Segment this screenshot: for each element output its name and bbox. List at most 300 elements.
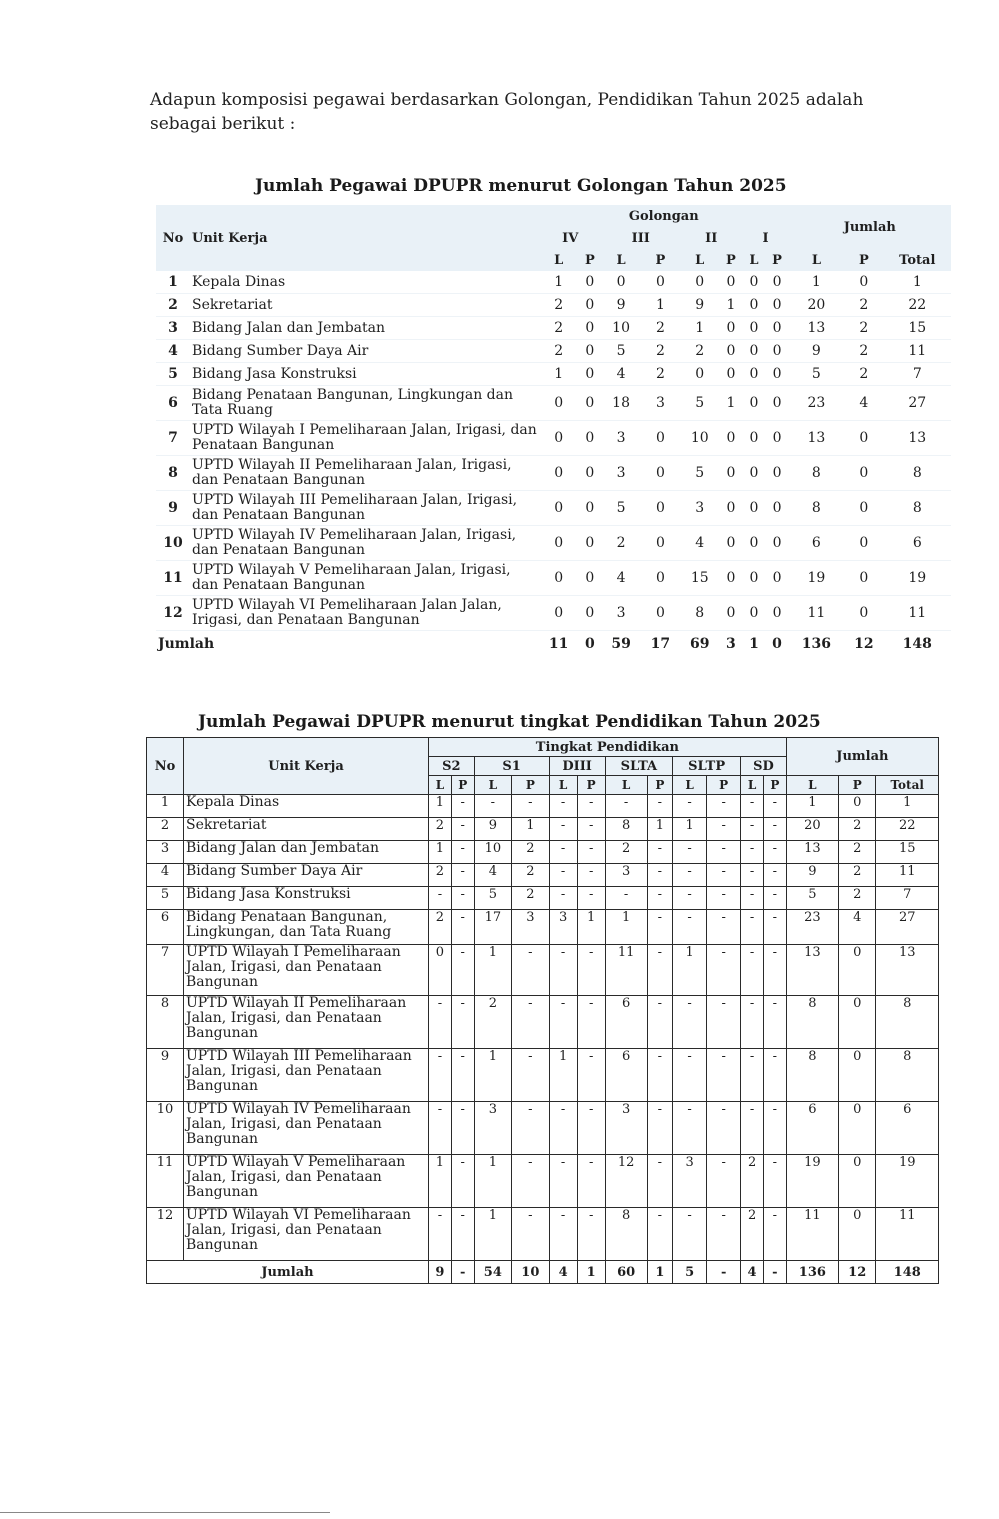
- col-l: L: [673, 776, 707, 795]
- row-value: 15: [884, 317, 951, 340]
- total-value: 3: [726, 636, 736, 652]
- table-row: [156, 340, 951, 363]
- row-value: 3: [605, 864, 647, 887]
- row-value: 15: [876, 841, 939, 864]
- col-golongan: Golongan: [539, 205, 789, 227]
- row-value: 23: [789, 386, 845, 421]
- row-value: 2: [512, 841, 550, 864]
- row-value: -: [647, 887, 673, 910]
- col-l: L: [429, 776, 452, 795]
- row-unit-kerja: Bidang Jasa Konstruksi: [190, 363, 539, 386]
- row-value: 5: [789, 363, 845, 386]
- row-value: 0: [578, 294, 601, 317]
- col-group-i: I: [742, 227, 788, 249]
- row-value: 11: [876, 864, 939, 887]
- row-value: 0: [719, 271, 742, 294]
- col-group-iv: IV: [539, 227, 601, 249]
- row-value: 20: [786, 818, 838, 841]
- row-value: 4: [474, 864, 512, 887]
- row-value: 0: [578, 271, 601, 294]
- row-value: 20: [789, 294, 845, 317]
- total-value: 17: [650, 636, 671, 652]
- row-value: 0: [539, 561, 578, 596]
- row-value: -: [549, 818, 577, 841]
- row-value: 1: [549, 1049, 577, 1102]
- row-unit-kerja: UPTD Wilayah II Pemeliharaan Jalan, Irigasi, dan Penataan Bangunan: [184, 996, 429, 1049]
- row-value: -: [763, 795, 786, 818]
- row-value: 10: [680, 421, 719, 456]
- row-value: 0: [578, 340, 601, 363]
- row-value: -: [741, 818, 764, 841]
- row-value: 22: [876, 818, 939, 841]
- row-value: 0: [844, 526, 883, 561]
- row-no: 8: [156, 456, 190, 491]
- col-l: L: [680, 249, 719, 271]
- row-value: 0: [765, 456, 788, 491]
- row-value: -: [451, 1208, 474, 1261]
- row-value: -: [577, 1155, 605, 1208]
- row-value: 19: [786, 1155, 838, 1208]
- row-value: 19: [789, 561, 845, 596]
- row-no: 2: [147, 818, 184, 841]
- row-value: 8: [789, 456, 845, 491]
- row-unit-kerja: Sekretariat: [184, 818, 429, 841]
- row-value: 8: [876, 1049, 939, 1102]
- row-value: -: [647, 1155, 673, 1208]
- col-group-ii: II: [680, 227, 742, 249]
- row-value: -: [451, 841, 474, 864]
- row-value: -: [647, 1102, 673, 1155]
- row-value: 2: [512, 864, 550, 887]
- row-value: 5: [680, 456, 719, 491]
- row-value: 2: [605, 841, 647, 864]
- col-l: L: [742, 249, 765, 271]
- row-value: 0: [838, 1155, 876, 1208]
- row-value: -: [549, 945, 577, 996]
- row-value: 1: [539, 363, 578, 386]
- row-value: 1: [673, 818, 707, 841]
- row-value: 0: [838, 1208, 876, 1261]
- row-value: -: [451, 1155, 474, 1208]
- row-value: 6: [605, 996, 647, 1049]
- col-p: P: [512, 776, 550, 795]
- row-value: 3: [673, 1155, 707, 1208]
- col-tingkat-pendidikan: Tingkat Pendidikan: [429, 738, 787, 757]
- row-value: -: [741, 864, 764, 887]
- row-value: 1: [719, 386, 742, 421]
- row-value: 8: [605, 818, 647, 841]
- row-value: 2: [844, 317, 883, 340]
- row-value: 11: [605, 945, 647, 996]
- table-row: [156, 317, 951, 340]
- row-value: 11: [786, 1208, 838, 1261]
- row-value: 0: [742, 456, 765, 491]
- row-value: 15: [680, 561, 719, 596]
- total-value: 60: [605, 1261, 647, 1284]
- row-unit-kerja: UPTD Wilayah I Pemeliharaan Jalan, Irigasi, dan Penataan Bangunan: [190, 421, 539, 456]
- col-l: L: [789, 249, 845, 271]
- col-total: Total: [884, 249, 951, 271]
- table-row: [147, 1049, 939, 1102]
- total-value: 4: [741, 1261, 764, 1284]
- row-value: 2: [429, 910, 452, 945]
- row-value: 7: [884, 363, 951, 386]
- row-value: 1: [474, 1155, 512, 1208]
- row-value: 9: [786, 864, 838, 887]
- row-value: 0: [844, 456, 883, 491]
- row-value: 1: [673, 945, 707, 996]
- row-value: -: [451, 887, 474, 910]
- row-value: 0: [838, 1049, 876, 1102]
- row-value: 11: [884, 596, 951, 631]
- row-value: 0: [765, 561, 788, 596]
- row-value: -: [605, 795, 647, 818]
- row-value: -: [512, 1155, 550, 1208]
- row-value: 0: [765, 271, 788, 294]
- col-group-s1: S1: [474, 757, 549, 776]
- row-value: 0: [578, 561, 601, 596]
- row-unit-kerja: UPTD Wilayah I Pemeliharaan Jalan, Irigasi, dan Penataan Bangunan: [184, 945, 429, 996]
- row-value: -: [451, 910, 474, 945]
- table-row: [156, 596, 951, 631]
- row-value: 5: [474, 887, 512, 910]
- row-value: 0: [641, 421, 680, 456]
- row-value: 4: [601, 561, 640, 596]
- row-value: 0: [719, 561, 742, 596]
- row-value: -: [512, 945, 550, 996]
- row-value: -: [577, 841, 605, 864]
- total-value: 0: [584, 636, 595, 652]
- row-value: -: [707, 910, 741, 945]
- row-value: 1: [512, 818, 550, 841]
- row-no: 8: [147, 996, 184, 1049]
- row-value: 0: [641, 596, 680, 631]
- row-value: 0: [539, 596, 578, 631]
- row-value: -: [451, 1049, 474, 1102]
- row-value: 3: [549, 910, 577, 945]
- row-value: 2: [474, 996, 512, 1049]
- row-value: -: [763, 864, 786, 887]
- row-value: 2: [741, 1155, 764, 1208]
- row-unit-kerja: UPTD Wilayah IV Pemeliharaan Jalan, Irigasi, dan Penataan Bangunan: [184, 1102, 429, 1155]
- total-value: 1: [749, 636, 759, 652]
- row-value: 0: [742, 561, 765, 596]
- row-value: 10: [601, 317, 640, 340]
- col-group-diii: DIII: [549, 757, 605, 776]
- table-row: [156, 271, 951, 294]
- row-value: 13: [876, 945, 939, 996]
- table2-title: Jumlah Pegawai DPUPR menurut tingkat Pendidikan Tahun 2025: [198, 712, 821, 732]
- row-value: 3: [641, 386, 680, 421]
- row-value: 9: [601, 294, 640, 317]
- row-no: 2: [156, 294, 190, 317]
- row-value: 5: [786, 887, 838, 910]
- row-value: 6: [876, 1102, 939, 1155]
- row-value: -: [647, 1049, 673, 1102]
- row-value: -: [512, 1208, 550, 1261]
- row-value: 27: [884, 386, 951, 421]
- total-value: -: [451, 1261, 474, 1284]
- row-value: 3: [512, 910, 550, 945]
- row-unit-kerja: UPTD Wilayah IV Pemeliharaan Jalan, Irigasi, dan Penataan Bangunan: [190, 526, 539, 561]
- row-value: 1: [786, 795, 838, 818]
- row-value: 8: [884, 456, 951, 491]
- row-value: 9: [680, 294, 719, 317]
- row-value: 23: [786, 910, 838, 945]
- col-l: L: [549, 776, 577, 795]
- table-row: [147, 945, 939, 996]
- row-value: 22: [884, 294, 951, 317]
- row-value: -: [763, 841, 786, 864]
- col-p: P: [838, 776, 876, 795]
- row-value: 6: [884, 526, 951, 561]
- row-value: -: [673, 910, 707, 945]
- row-value: 12: [605, 1155, 647, 1208]
- row-value: -: [741, 910, 764, 945]
- table-row: [147, 818, 939, 841]
- row-value: 0: [539, 456, 578, 491]
- row-value: 4: [844, 386, 883, 421]
- row-value: -: [451, 818, 474, 841]
- row-value: 19: [876, 1155, 939, 1208]
- total-value: 5: [673, 1261, 707, 1284]
- pendidikan-table: [146, 737, 939, 1284]
- col-jumlah: Jumlah: [786, 738, 938, 776]
- row-value: 0: [742, 363, 765, 386]
- row-value: 0: [719, 317, 742, 340]
- row-value: 1: [474, 1049, 512, 1102]
- row-value: -: [741, 1102, 764, 1155]
- row-value: 2: [512, 887, 550, 910]
- row-value: -: [673, 996, 707, 1049]
- row-unit-kerja: Kepala Dinas: [184, 795, 429, 818]
- row-value: -: [673, 1102, 707, 1155]
- row-no: 7: [156, 421, 190, 456]
- total-value: 1: [577, 1261, 605, 1284]
- row-no: 10: [156, 526, 190, 561]
- table-row: [156, 421, 951, 456]
- row-value: 1: [719, 294, 742, 317]
- row-value: -: [512, 996, 550, 1049]
- row-unit-kerja: Bidang Penataan Bangunan, Lingkungan, dan Tata Ruang: [184, 910, 429, 945]
- col-p: P: [641, 249, 680, 271]
- row-value: 27: [876, 910, 939, 945]
- row-value: 0: [742, 386, 765, 421]
- row-no: 3: [147, 841, 184, 864]
- row-value: 2: [838, 887, 876, 910]
- row-value: 13: [786, 841, 838, 864]
- row-value: -: [512, 1049, 550, 1102]
- row-value: 0: [539, 386, 578, 421]
- row-value: 0: [765, 386, 788, 421]
- row-value: 2: [429, 818, 452, 841]
- col-p: P: [578, 249, 601, 271]
- row-value: 0: [578, 317, 601, 340]
- row-value: -: [707, 864, 741, 887]
- row-value: 2: [601, 526, 640, 561]
- col-l: L: [474, 776, 512, 795]
- col-p: P: [763, 776, 786, 795]
- row-value: 1: [539, 271, 578, 294]
- row-value: -: [707, 945, 741, 996]
- row-unit-kerja: UPTD Wilayah V Pemeliharaan Jalan, Irigasi, dan Penataan Bangunan: [190, 561, 539, 596]
- row-value: -: [429, 887, 452, 910]
- row-value: 13: [786, 945, 838, 996]
- row-value: -: [647, 864, 673, 887]
- col-group-iii: III: [601, 227, 680, 249]
- row-value: 1: [474, 945, 512, 996]
- row-value: 2: [838, 864, 876, 887]
- row-value: 0: [539, 491, 578, 526]
- row-value: 5: [680, 386, 719, 421]
- table-row: [147, 864, 939, 887]
- row-value: 0: [578, 386, 601, 421]
- row-value: 0: [601, 271, 640, 294]
- row-value: -: [549, 1208, 577, 1261]
- row-value: -: [707, 818, 741, 841]
- row-value: -: [647, 945, 673, 996]
- row-value: 2: [844, 340, 883, 363]
- row-value: -: [673, 841, 707, 864]
- row-value: -: [707, 795, 741, 818]
- total-value: 9: [429, 1261, 452, 1284]
- row-value: 8: [680, 596, 719, 631]
- total-value: -: [707, 1261, 741, 1284]
- col-group-sd: SD: [741, 757, 787, 776]
- row-value: 3: [474, 1102, 512, 1155]
- row-value: -: [577, 795, 605, 818]
- row-value: 1: [876, 795, 939, 818]
- row-value: 0: [719, 526, 742, 561]
- table-row: [147, 910, 939, 945]
- row-value: -: [741, 1049, 764, 1102]
- total-value: 4: [549, 1261, 577, 1284]
- row-value: 0: [578, 491, 601, 526]
- row-value: -: [577, 945, 605, 996]
- page-edge-line: [0, 1512, 330, 1513]
- col-unit-kerja: Unit Kerja: [184, 738, 429, 795]
- row-no: 4: [147, 864, 184, 887]
- row-value: 0: [742, 491, 765, 526]
- row-no: 9: [147, 1049, 184, 1102]
- table-row: [156, 561, 951, 596]
- row-value: -: [741, 795, 764, 818]
- col-l: L: [601, 249, 640, 271]
- row-value: -: [512, 795, 550, 818]
- row-value: -: [577, 818, 605, 841]
- table-row: [147, 1208, 939, 1261]
- row-value: 0: [844, 271, 883, 294]
- row-no: 5: [156, 363, 190, 386]
- row-value: -: [741, 887, 764, 910]
- row-value: -: [763, 1102, 786, 1155]
- row-value: -: [605, 887, 647, 910]
- table-row: [147, 1102, 939, 1155]
- row-value: 8: [884, 491, 951, 526]
- row-value: -: [763, 887, 786, 910]
- row-value: 0: [765, 491, 788, 526]
- row-value: 2: [539, 317, 578, 340]
- row-value: -: [707, 1049, 741, 1102]
- row-value: -: [577, 887, 605, 910]
- col-p: P: [844, 249, 883, 271]
- row-value: -: [577, 996, 605, 1049]
- row-value: 0: [742, 340, 765, 363]
- row-unit-kerja: UPTD Wilayah III Pemeliharaan Jalan, Irigasi, dan Penataan Bangunan: [184, 1049, 429, 1102]
- row-value: -: [429, 1049, 452, 1102]
- row-value: -: [549, 864, 577, 887]
- row-unit-kerja: UPTD Wilayah V Pemeliharaan Jalan, Irigasi, dan Penataan Bangunan: [184, 1155, 429, 1208]
- row-value: 1: [577, 910, 605, 945]
- row-value: 0: [578, 526, 601, 561]
- row-unit-kerja: Bidang Sumber Daya Air: [190, 340, 539, 363]
- row-value: 0: [680, 363, 719, 386]
- row-value: 0: [578, 596, 601, 631]
- row-unit-kerja: Sekretariat: [190, 294, 539, 317]
- row-value: 1: [641, 294, 680, 317]
- total-value: 148: [876, 1261, 939, 1284]
- row-value: -: [741, 841, 764, 864]
- row-value: -: [707, 1208, 741, 1261]
- col-l: L: [741, 776, 764, 795]
- row-value: -: [647, 795, 673, 818]
- row-value: -: [577, 864, 605, 887]
- row-value: 1: [429, 1155, 452, 1208]
- intro-paragraph: Adapun komposisi pegawai berdasarkan Golongan, Pendidikan Tahun 2025 adalah sebagai berikut :: [150, 90, 864, 134]
- table-row: [156, 456, 951, 491]
- row-value: 0: [641, 561, 680, 596]
- row-value: 0: [765, 526, 788, 561]
- col-group-s2: S2: [429, 757, 475, 776]
- table-row: [156, 526, 951, 561]
- row-value: 0: [742, 317, 765, 340]
- row-value: 5: [601, 491, 640, 526]
- row-value: 1: [680, 317, 719, 340]
- row-value: 0: [680, 271, 719, 294]
- row-value: 13: [789, 421, 845, 456]
- row-value: 13: [884, 421, 951, 456]
- row-value: -: [577, 1049, 605, 1102]
- row-value: -: [451, 996, 474, 1049]
- total-value: 12: [838, 1261, 876, 1284]
- row-value: -: [763, 818, 786, 841]
- row-value: -: [429, 1208, 452, 1261]
- row-value: 0: [838, 795, 876, 818]
- row-value: 0: [429, 945, 452, 996]
- row-value: 0: [838, 945, 876, 996]
- row-unit-kerja: Bidang Jalan dan Jembatan: [184, 841, 429, 864]
- col-unit-kerja: Unit Kerja: [190, 205, 539, 271]
- row-value: -: [763, 910, 786, 945]
- row-value: 2: [741, 1208, 764, 1261]
- row-value: 3: [601, 421, 640, 456]
- row-value: 11: [884, 340, 951, 363]
- row-unit-kerja: UPTD Wilayah III Pemeliharaan Jalan, Irigasi, dan Penataan Bangunan: [190, 491, 539, 526]
- table-row: [147, 841, 939, 864]
- row-value: 13: [789, 317, 845, 340]
- row-value: 17: [474, 910, 512, 945]
- row-value: 2: [539, 294, 578, 317]
- row-unit-kerja: UPTD Wilayah II Pemeliharaan Jalan, Irigasi, dan Penataan Bangunan: [190, 456, 539, 491]
- col-no: No: [156, 205, 190, 271]
- row-value: 0: [641, 456, 680, 491]
- total-value: 11: [548, 636, 569, 652]
- row-value: -: [429, 1102, 452, 1155]
- row-value: -: [549, 841, 577, 864]
- total-value: -: [763, 1261, 786, 1284]
- total-value: 69: [689, 636, 710, 652]
- row-value: 8: [786, 996, 838, 1049]
